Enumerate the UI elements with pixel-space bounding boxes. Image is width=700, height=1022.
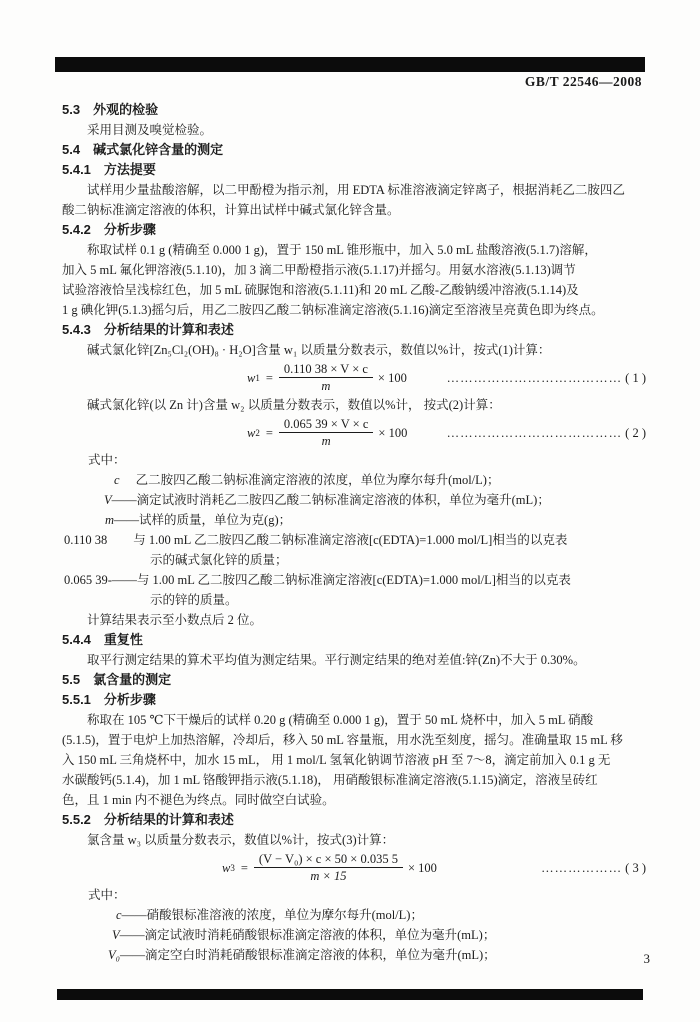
page-number: 3	[643, 951, 650, 966]
definition-symbol: c	[114, 473, 120, 487]
definition-text: ——试样的质量，单位为克(g)；	[114, 513, 292, 527]
fraction-numerator: (V − V₀) × c × 50 × 0.035 5	[254, 852, 403, 868]
paragraph-line: 1 g 碘化钾(5.1.3)摇匀后，用乙二胺四乙酸二钠标准滴定溶液(5.1.16)滴定至溶液呈亮黄色即为终点。	[62, 303, 604, 317]
section-5-5-title: 5.5 氯含量的测定	[62, 672, 172, 687]
definition-line-c	[62, 470, 646, 490]
paragraph-line: 色，且 1 min 内不褪色为终点。同时做空白试验。	[62, 793, 335, 807]
formula-number: ( 1 )	[625, 370, 646, 385]
fraction	[279, 362, 373, 393]
equals-sign: =	[265, 425, 273, 440]
standard-code-header: GB/T 22546—2008	[524, 74, 642, 89]
formula-subscript: 3	[230, 862, 235, 873]
formula-multiplier: × 100	[377, 370, 407, 385]
definition-text: ——滴定试液时消耗乙二胺四乙酸二钠标准滴定溶液的体积，单位为毫升(mL)；	[111, 493, 550, 507]
formula-variable: w	[247, 425, 256, 440]
formula-number: ( 2 )	[625, 425, 646, 440]
definition-symbol: m	[105, 513, 115, 527]
document-content	[62, 100, 646, 965]
fraction-numerator: 0.110 38 × V × c	[279, 362, 373, 378]
section-5-5-2-title: 5.5.2 分析结果的计算和表述	[62, 812, 234, 827]
formula-2-expression	[247, 417, 407, 448]
section-5-4-1-title: 5.4.1 方法提要	[62, 162, 156, 177]
dot-leader: …………………………………	[446, 425, 623, 440]
formula-number: ( 3 )	[625, 860, 646, 875]
definition-line-c	[62, 905, 646, 925]
definition-text: -——与 1.00 mL 乙二胺四乙酸二钠标准滴定溶液[c(EDTA)=1.000 mol/L]相当的以克表	[107, 573, 571, 587]
definition-text: ——滴定空白时消耗硝酸银标准滴定溶液的体积，单位为毫升(mL)；	[119, 948, 496, 962]
where-label: 式中：	[88, 453, 126, 467]
definition-text: ——硝酸银标准溶液的浓度，单位为摩尔每升(mol/L)；	[121, 908, 423, 922]
dot-leader: …………………………………	[446, 370, 623, 385]
definition-text: 与 1.00 mL 乙二胺四乙酸二钠标准滴定溶液[c(EDTA)=1.000 mol/L]相当的以克表	[133, 533, 568, 547]
section-5-4-title: 5.4 碱式氯化锌含量的测定	[62, 142, 224, 157]
formula-1-expression	[247, 362, 407, 393]
definition-symbol: 0.110 38	[64, 533, 108, 547]
formula-2	[62, 417, 646, 448]
paragraph-line: 入 150 mL 三角烧杯中，加水 15 mL， 用 1 mol/L 氢氧化钠调节溶液 pH 至 7～8，滴定前加入 0.1 g 无	[62, 753, 611, 767]
definition-line-factor-1	[62, 530, 646, 550]
scan-artifact-bar-bottom	[57, 989, 643, 1000]
section-5-5-1-title: 5.5.1 分析步骤	[62, 692, 156, 707]
section-5-4-3-title: 5.4.3 分析结果的计算和表述	[62, 322, 234, 337]
paragraph-line: 酸二钠标准滴定溶液的体积，计算出试样中碱式氯化锌含量。	[62, 203, 400, 217]
definition-continuation: 示的碱式氯化锌的质量；	[150, 553, 288, 567]
definition-symbol: 0.065 39	[64, 573, 108, 587]
paragraph-line: 试样用少量盐酸溶解，以二甲酚橙为指示剂，用 EDTA 标准溶液滴定锌离子，根据消耗乙二胺四乙	[87, 183, 625, 197]
fraction-numerator: 0.065 39 × V × c	[279, 417, 373, 433]
formula-subscript: 2	[255, 427, 260, 438]
section-5-4-4-body: 取平行测定结果的算术平均值为测定结果。平行测定结果的绝对差值:锌(Zn)不大于 0.30%。	[87, 653, 586, 667]
definition-line-v0	[62, 945, 646, 965]
paragraph-line: 称取在 105 ℃下干燥后的试样 0.20 g (精确至 0.000 1 g)，置于 50 mL 烧杯中，加入 5 mL 硝酸	[87, 713, 594, 727]
section-5-4-4-title: 5.4.4 重复性	[62, 632, 143, 647]
formula-2-intro: 碱式氯化锌(以 Zn 计)含量 w₂ 以质量分数表示，数值以%计， 按式(2)计算：	[87, 398, 501, 412]
definition-text: ——滴定试液时消耗硝酸银标准滴定溶液的体积，单位为毫升(mL)；	[119, 928, 496, 942]
formula-1	[62, 362, 646, 393]
fraction-denominator: m	[321, 379, 331, 393]
result-precision-note: 计算结果表示至小数点后 2 位。	[87, 613, 263, 627]
paragraph-line: (5.1.5)，置于电炉上加热溶解，冷却后，移入 50 mL 容量瓶，用水洗至刻度，摇匀。准确量取 15 mL 移	[62, 733, 623, 747]
formula-subscript: 1	[255, 372, 260, 383]
scan-artifact-bar-top	[55, 57, 645, 72]
definition-symbol: V₀	[108, 948, 120, 962]
section-5-3-body: 采用目测及嗅觉检验。	[87, 123, 213, 137]
paragraph-line: 加入 5 mL 氟化钾溶液(5.1.10)，加 3 滴二甲酚橙指示液(5.1.17)并摇匀。用氨水溶液(5.1.13)调节	[62, 263, 576, 277]
fraction	[279, 417, 373, 448]
formula-multiplier: × 100	[407, 860, 437, 875]
section-5-3-title: 5.3 外观的检验	[62, 102, 159, 117]
formula-3-expression	[222, 852, 437, 883]
paragraph-line: 水碳酸钙(5.1.4)，加 1 mL 铬酸钾指示液(5.1.18)， 用硝酸银标准滴定溶液(5.1.15)滴定，溶液呈砖红	[62, 773, 598, 787]
definition-symbol: V	[104, 493, 112, 507]
definition-symbol: c	[116, 908, 122, 922]
formula-variable: w	[222, 860, 231, 875]
paragraph-line: 称取试样 0.1 g (精确至 0.000 1 g)，置于 150 mL 锥形瓶中，加入 5.0 mL 盐酸溶液(5.1.7)溶解，	[87, 243, 597, 257]
where-label: 式中：	[88, 888, 126, 902]
section-5-4-2-title: 5.4.2 分析步骤	[62, 222, 156, 237]
definition-symbol: V	[112, 928, 120, 942]
paragraph-line: 试验溶液恰呈浅棕红色，加 5 mL 硫脲饱和溶液(5.1.11)和 20 mL 乙酸-乙酸钠缓冲溶液(5.1.14)及	[62, 283, 579, 297]
equals-sign: =	[240, 860, 248, 875]
formula-3	[62, 852, 646, 883]
dot-leader: ………………	[541, 860, 623, 875]
definition-line-m	[62, 510, 646, 530]
definition-text: 乙二胺四乙酸二钠标准滴定溶液的浓度，单位为摩尔每升(mol/L)；	[135, 473, 500, 487]
fraction-denominator: m × 15	[310, 869, 347, 883]
formula-1-intro: 碱式氯化锌[Zn₅Cl₂(OH)₈ · H₂O]含量 w₁ 以质量分数表示，数值以%计，按式(1)计算：	[87, 343, 551, 357]
formula-3-intro: 氯含量 w₃ 以质量分数表示，数值以%计，按式(3)计算：	[87, 833, 395, 847]
formula-multiplier: × 100	[378, 425, 408, 440]
equals-sign: =	[265, 370, 273, 385]
fraction-denominator: m	[321, 434, 331, 448]
fraction	[254, 852, 403, 883]
definition-continuation: 示的锌的质量。	[150, 593, 238, 607]
formula-variable: w	[247, 370, 256, 385]
definition-line-v	[62, 925, 646, 945]
definition-line-v	[62, 490, 646, 510]
definition-line-factor-2	[62, 570, 646, 590]
